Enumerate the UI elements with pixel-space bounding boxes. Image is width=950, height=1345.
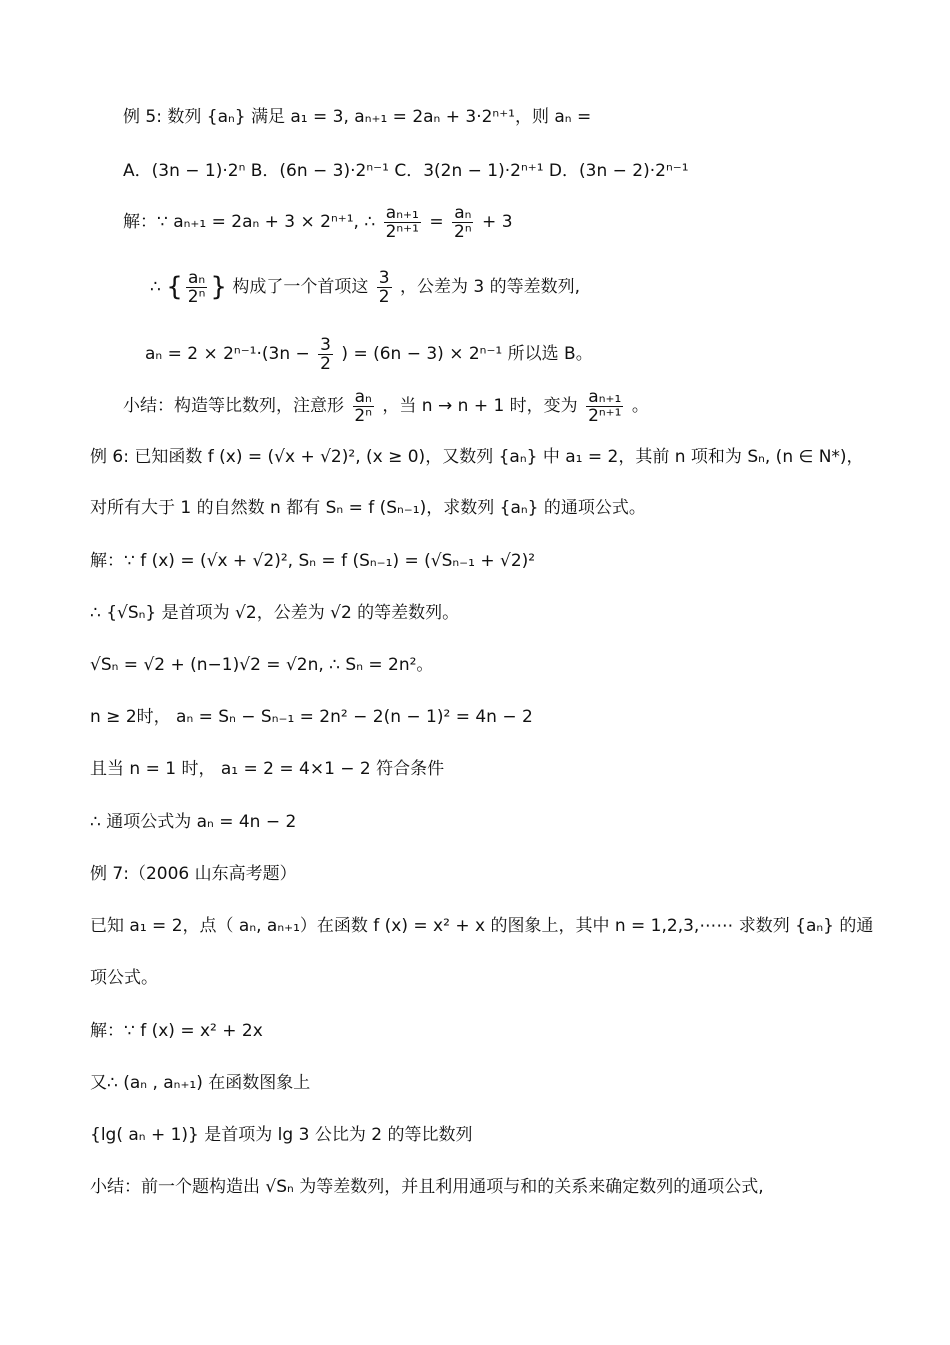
example7-title: 例 7:（2006 山东高考题） — [90, 864, 297, 884]
example6-conclusion: ∴ 通项公式为 aₙ = 4n − 2 — [90, 812, 297, 832]
example6-solution-line1: 解：∵ f (x) = (√x + √2)², Sₙ = f (Sₙ₋₁) = (√Sₙ₋₁ + √2)² — [90, 551, 536, 571]
solution-text: ) = (6n − 3) × 2ⁿ⁻¹ 所以选 B。 — [341, 344, 593, 364]
example6-question-line1: 例 6: 已知函数 f (x) = (√x + √2)², (x ≥ 0)，又数列 {aₙ} 中 a₁ = 2，其前 n 项和为 Sₙ, (n ∈ N*)， — [90, 447, 864, 467]
solution-text: 解：∵ aₙ₊₁ = 2aₙ + 3 × 2ⁿ⁺¹, ∴ — [123, 212, 376, 232]
fraction-denominator: 2ⁿ⁺¹ — [385, 221, 419, 242]
fraction-denominator: 2ⁿ — [187, 286, 206, 307]
example7-solution-line1: 解：∵ f (x) = x² + 2x — [90, 1021, 263, 1041]
fraction-numerator: 3 — [378, 267, 390, 288]
fraction-an-over-2n — [452, 204, 474, 241]
example5-question: 例 5: 数列 {aₙ} 满足 a₁ = 3, aₙ₊₁ = 2aₙ + 3·2ⁿ⁺¹，则 aₙ = — [123, 107, 592, 127]
example7-solution-line2: 又∴ (aₙ , aₙ₊₁) 在函数图象上 — [90, 1073, 311, 1093]
example6-solution-line3: √Sₙ = √2 + (n−1)√2 = √2n, ∴ Sₙ = 2n²。 — [90, 655, 434, 675]
example6-solution-line2: ∴ {√Sₙ} 是首项为 √2，公差为 √2 的等差数列。 — [90, 603, 460, 623]
fraction-denominator: 2 — [378, 286, 390, 307]
fraction-numerator: aₙ — [354, 386, 372, 407]
summary-text: 小结：构造等比数列，注意形 — [123, 396, 344, 416]
plus-three: + 3 — [482, 212, 513, 232]
example7-question-line2: 项公式。 — [90, 968, 158, 988]
fraction-numerator: aₙ₊₁ — [385, 202, 419, 223]
fraction-denominator: 2ⁿ — [354, 405, 372, 426]
summary-text: ，当 n → n + 1 时，变为 — [382, 396, 578, 416]
example7-solution-line3: {lg( aₙ + 1)} 是首项为 lg 3 公比为 2 的等比数列 — [90, 1125, 473, 1145]
fraction-an-over-2n — [352, 388, 374, 425]
example7-question-line1: 已知 a₁ = 2，点（ aₙ, aₙ₊₁）在函数 f (x) = x² + x 的图象上，其中 n = 1,2,3,⋯⋯ 求数列 {aₙ} 的通 — [90, 916, 874, 936]
example5-solution-line1 — [123, 200, 513, 244]
fraction-numerator: aₙ₊₁ — [588, 386, 622, 407]
equals-sign: = — [429, 212, 444, 232]
fraction-an-over-2n — [186, 269, 208, 306]
fraction-an1-over-2n1 — [586, 388, 623, 425]
example5-summary — [123, 384, 649, 428]
fraction-numerator: aₙ — [454, 202, 472, 223]
example5-solution-line3 — [145, 332, 593, 376]
therefore-sign: ∴ — [150, 277, 161, 297]
example6-solution-line5: 且当 n = 1 时， a₁ = 2 = 4×1 − 2 符合条件 — [90, 759, 445, 779]
fraction-denominator: 2ⁿ — [454, 221, 472, 242]
fraction-denominator: 2ⁿ⁺¹ — [588, 405, 622, 426]
solution-text: ，公差为 3 的等差数列, — [399, 277, 580, 297]
fraction-three-halves — [377, 269, 392, 306]
solution-text: 构成了一个首项这 — [232, 277, 369, 297]
summary-text: 。 — [631, 396, 649, 416]
fraction-denominator: 2 — [320, 353, 331, 374]
fraction-numerator: aₙ — [187, 267, 206, 288]
example6-solution-line4: n ≥ 2时， aₙ = Sₙ − Sₙ₋₁ = 2n² − 2(n − 1)² = 4n − 2 — [90, 707, 533, 727]
example5-options: A．(3n − 1)·2ⁿ B．(6n − 3)·2ⁿ⁻¹ C．3(2n − 1)·2ⁿ⁺¹ D．(3n − 2)·2ⁿ⁻¹ — [123, 161, 689, 181]
fraction-three-halves — [318, 336, 333, 373]
fraction-numerator: 3 — [320, 334, 331, 355]
example6-question-line2: 对所有大于 1 的自然数 n 都有 Sₙ = f (Sₙ₋₁)，求数列 {aₙ} 的通项公式。 — [90, 498, 646, 518]
example5-solution-line2: ∴ { $\frac{\text{aₙ}}{\text{2ⁿ}}$ } 构成了一个首项这 $\frac{3}{2}$ ，公差为 3 的等差数列, — [150, 267, 580, 307]
fraction-an1-over-2n1 — [384, 204, 421, 241]
solution-text: aₙ = 2 × 2ⁿ⁻¹·(3n − — [145, 344, 310, 364]
example7-summary: 小结：前一个题构造出 √Sₙ 为等差数列，并且利用通项与和的关系来确定数列的通项公式, — [90, 1177, 764, 1197]
